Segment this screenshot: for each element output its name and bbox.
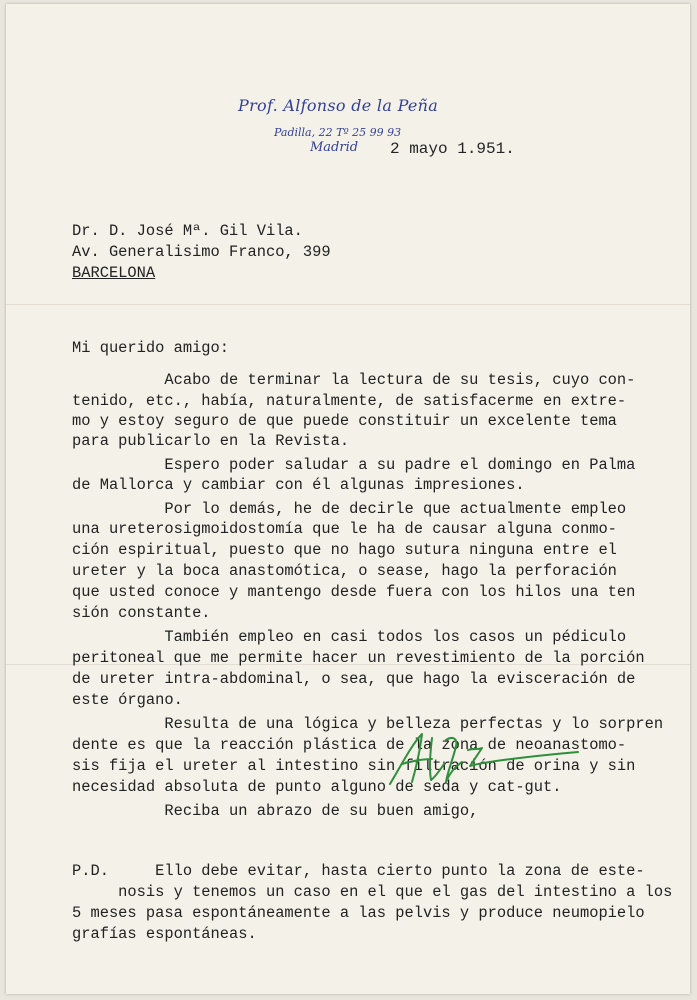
body-line: También empleo en casi todos los casos un pédiculo — [72, 628, 627, 646]
body-line: ción espiritual, puesto que no hago sutura ninguna entre el — [72, 541, 617, 559]
postscript-line: 5 meses pasa espontáneamente a las pelvis y produce neumopielo — [72, 904, 645, 922]
body-line: de ureter intra-abdominal, o sea, que hago la evisceración de — [72, 670, 636, 688]
letterhead-name: Prof. Alfonso de la Peña — [238, 96, 439, 115]
body-line: de Mallorca y cambiar con él algunas impresiones. — [72, 476, 525, 494]
postscript-line: grafías espontáneas. — [72, 925, 257, 943]
handwritten-signature — [382, 726, 582, 790]
paper-fold — [6, 304, 690, 305]
postscript-line: nosis y tenemos un caso en el que el gas del intestino a los — [72, 883, 673, 901]
postscript-line: P.D. Ello debe evitar, hasta cierto punto la zona de este- — [72, 862, 645, 880]
body-line: Resulta de una lógica y belleza perfectas y lo sorpren — [72, 715, 664, 733]
closing-line: Reciba un abrazo de su buen amigo, — [72, 802, 479, 820]
body-line: peritoneal que me permite hacer un revestimiento de la porción — [72, 649, 645, 667]
body-line: para publicarlo en la Revista. — [72, 432, 350, 450]
letter-date: 2 mayo 1.951. — [390, 140, 515, 158]
letterhead-city: Madrid — [310, 140, 359, 155]
recipient-line: Av. Generalisimo Franco, 399 — [72, 243, 331, 261]
letterhead-address: Padilla, 22 Tº 25 99 93 — [274, 126, 402, 139]
body-line: necesidad absoluta de punto alguno de seda y cat-gut. — [72, 778, 562, 796]
body-line: sis fija el ureter al intestino sin filtración de orina y sin — [72, 757, 636, 775]
body-line: tenido, etc., había, naturalmente, de satisfacerme en extre- — [72, 392, 627, 410]
body-line: que usted conoce y mantengo desde fuera con los hilos una ten — [72, 583, 636, 601]
body-line: sión constante. — [72, 604, 211, 622]
salutation: Mi querido amigo: — [72, 339, 230, 357]
body-line: dente es que la reacción plástica de la zona de neoanastomo- — [72, 736, 627, 754]
body-line: Espero poder saludar a su padre el domingo en Palma — [72, 456, 636, 474]
body-line: ureter y la boca anastomótica, o sease, hago la perforación — [72, 562, 617, 580]
recipient-line: Dr. D. José Mª. Gil Vila. — [72, 222, 303, 240]
recipient-city: BARCELONA — [72, 264, 156, 282]
body-line: una ureterosigmoidostomía que le ha de causar alguna conmo- — [72, 520, 617, 538]
body-line: Acabo de terminar la lectura de su tesis, cuyo con- — [72, 371, 636, 389]
body-line: este órgano. — [72, 691, 183, 709]
body-line: mo y estoy seguro de que puede constituir un excelente tema — [72, 412, 617, 430]
body-line: Por lo demás, he de decirle que actualmente empleo — [72, 500, 627, 518]
